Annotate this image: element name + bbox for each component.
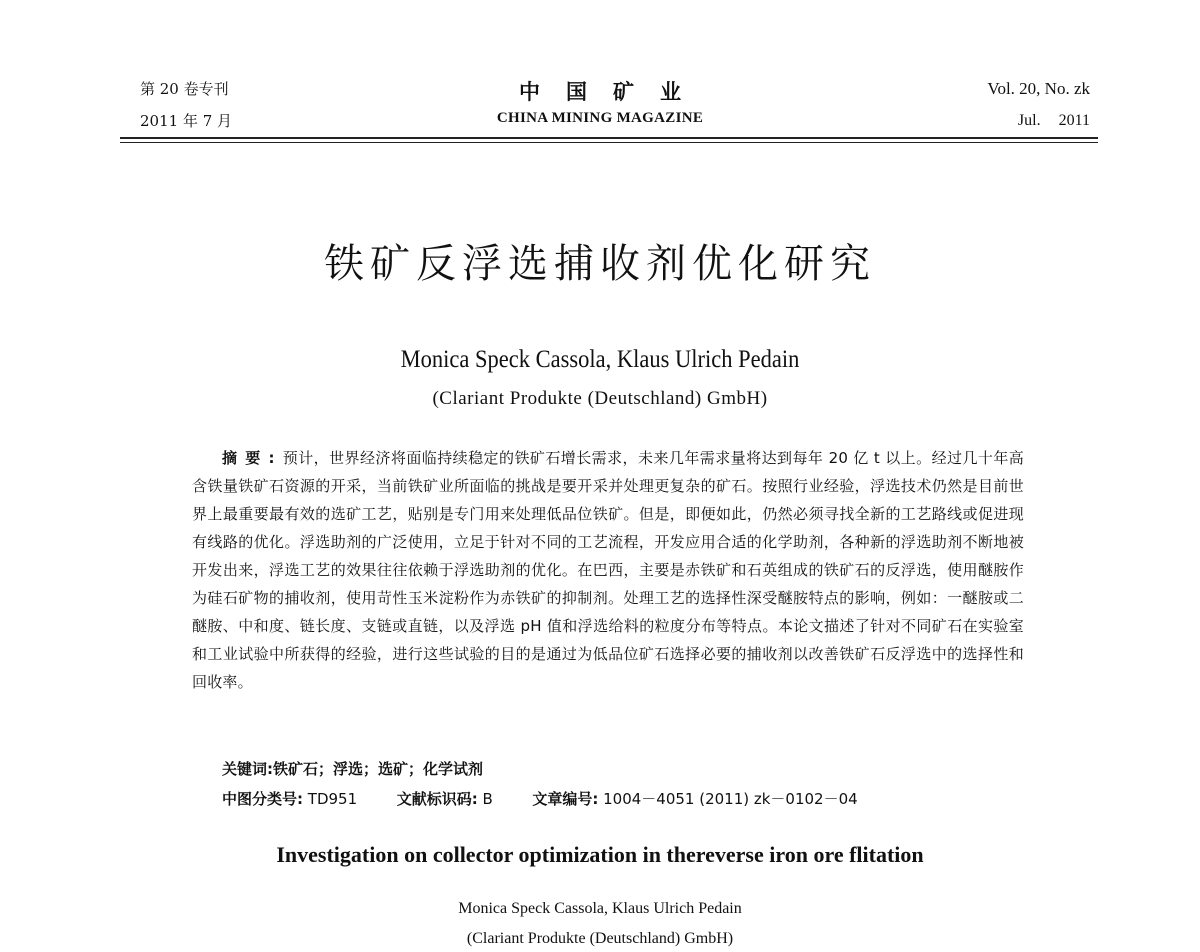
keywords-value: 铁矿石；浮选；选矿；化学试剂 (273, 760, 484, 778)
volume-cn: 第 20 卷专刊 (140, 80, 229, 98)
article-authors-en: Monica Speck Cassola, Klaus Ulrich Pedain (458, 900, 742, 917)
abstract-paragraph (192, 444, 1024, 696)
journal-title-en: CHINA MINING MAGAZINE (496, 110, 704, 126)
abstract-text: 预计，世界经济将面临持续稳定的铁矿石增长需求，未来几年需求量将达到每年 20 亿 t 以上。经过几十年高含铁量铁矿石资源的开采，当前铁矿业所面临的挑战是要开采并处理更复杂的矿石。按照行业经验，浮选技术仍然是目前世界上最重要最有效的选矿工艺，贴别是专门用来处理低品位铁矿。但是，即便如此，仍然必须寻找全新的工艺路线或促进现有线路的优化。浮选助剂的广泛使用，立足于针对不同的工艺流程，开发应用合适的化学助剂，各种新的浮选助剂不断地被开发出来，浮选工艺的效果往往依赖于浮选助剂的优化。在巴西，主要是赤铁矿和石英组成的铁矿石的反浮选，使用醚胺作为硅石矿物的捕收剂，使用苛性玉米淀粉作为赤铁矿的抑制剂。处理工艺的选择性深受醚胺特点的影响，例如：一醚胺或二醚胺、中和度、链长度、支链或直链，以及浮选 pH 值和浮选给料的粒度分布等特点。本论文描述了针对不同矿石在实验室和工业试验中所获得的经验，进行这些试验的目的是通过为低品位矿石选择必要的捕收剂以改善铁矿石反浮选中的选择性和回收率。 (192, 449, 1025, 691)
header-rule-thick (120, 137, 1098, 139)
clc-label: 中图分类号: (222, 790, 303, 808)
article-title-cn: 铁矿反浮选捕收剂优化研究 (324, 241, 876, 287)
article-affiliation-en: (Clariant Produkte (Deutschland) GmbH) (466, 930, 734, 947)
date-en: Jul. 2011 (1017, 112, 1090, 129)
keywords-line (222, 758, 483, 779)
header-rule-thin (120, 142, 1098, 143)
clc-value: TD951 (307, 790, 358, 808)
keywords-label: 关键词: (222, 760, 273, 778)
article-affiliation: (Clariant Produkte (Deutschland) GmbH) (432, 388, 768, 409)
abstract-label: 摘要: (222, 449, 283, 467)
volume-en: Vol. 20, No. zk (987, 79, 1090, 98)
classification-line (222, 788, 858, 809)
date-cn: 2011 年 7 月 (140, 112, 233, 130)
article-title-en: Investigation on collector optimization in thereverse iron ore flitation (276, 842, 924, 867)
article-authors: Monica Speck Cassola, Klaus Ulrich Pedain (400, 346, 800, 373)
doc-code-label: 文献标识码: (396, 790, 478, 808)
doc-code-value: B (482, 790, 493, 808)
journal-title-cn: 中国矿业 (519, 80, 707, 104)
article-no-label: 文章编号: (532, 790, 599, 808)
article-no-value: 1004－4051 (2011) zk－0102－04 (603, 790, 858, 808)
